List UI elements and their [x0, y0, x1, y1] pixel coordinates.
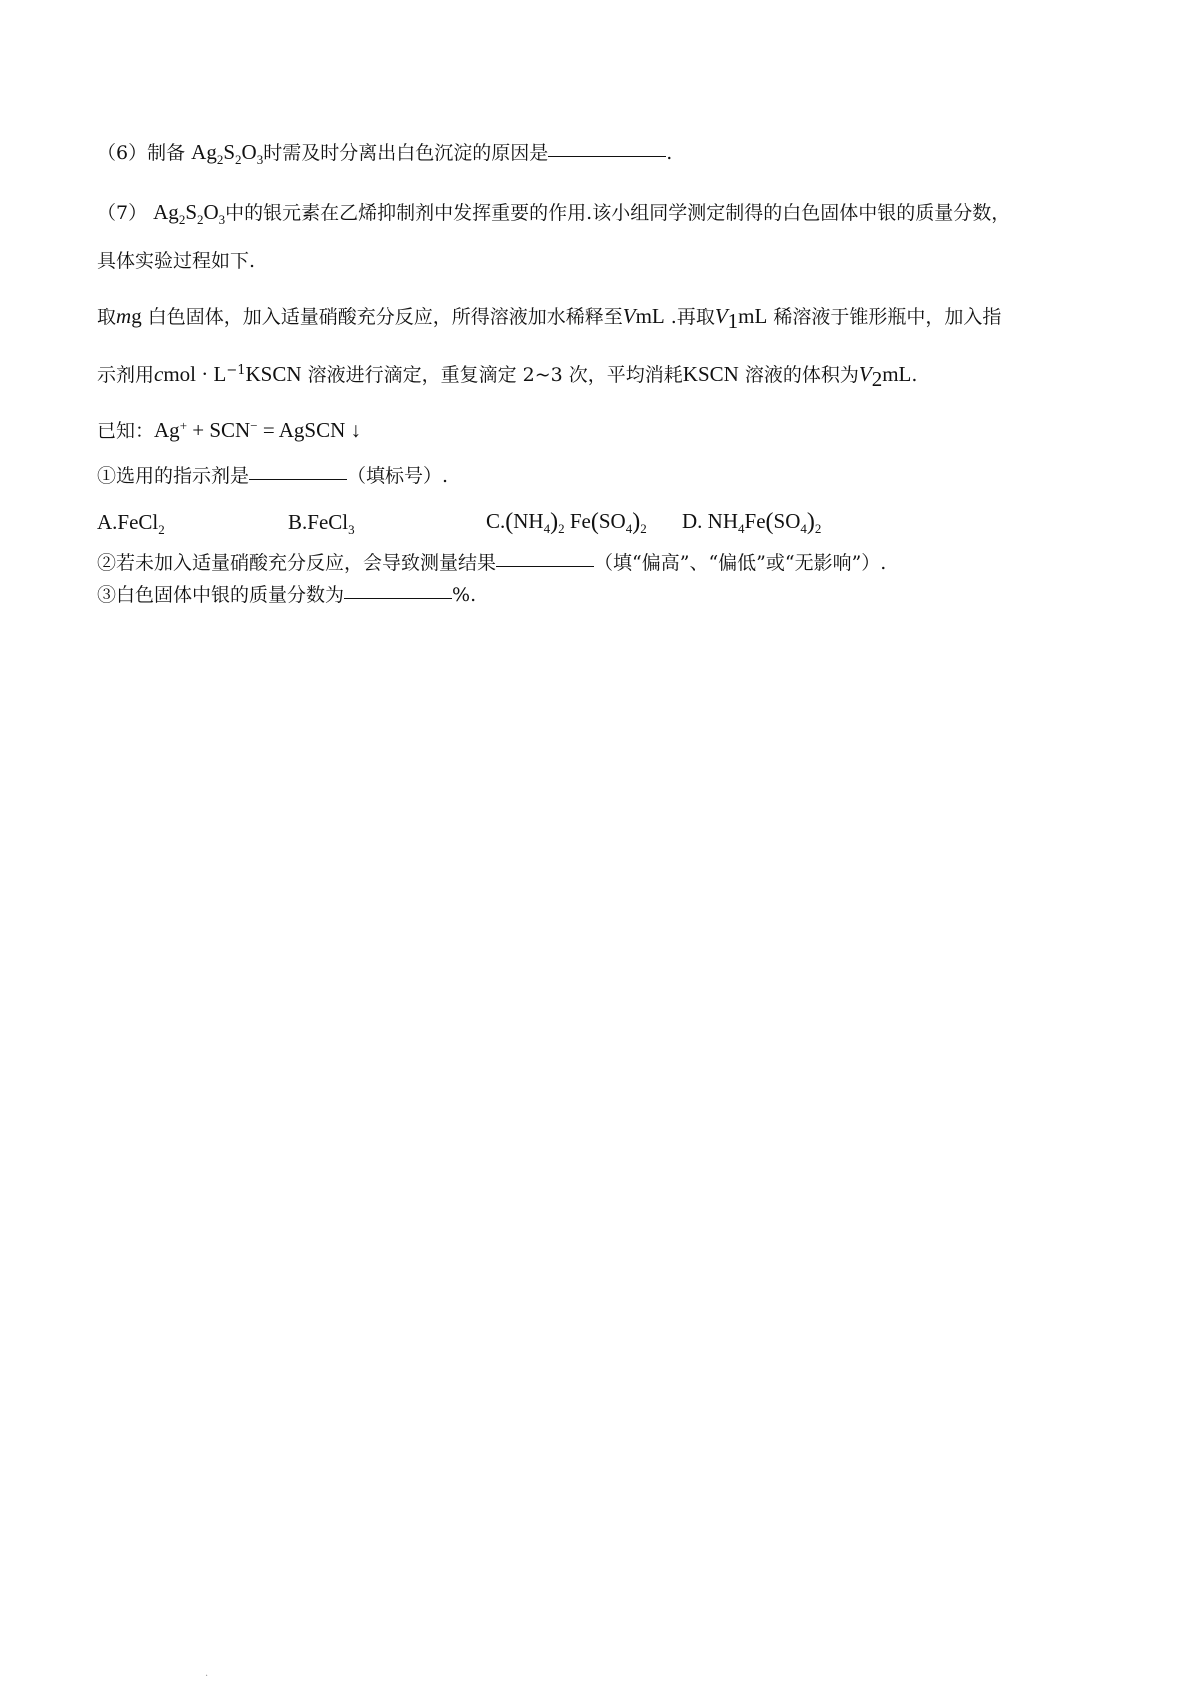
option-b[interactable]: B.FeCl$_3$ [288, 510, 355, 537]
procedure-line-1: 取mg 白色固体，加入适量硝酸充分反应，所得溶液加水稀释至VmL .再取$V_1mL$ 稀溶液于锥形瓶中，加入指 [97, 304, 1002, 333]
question-7-line-2: 具体实验过程如下. [97, 250, 256, 272]
sub-question-3: ③白色固体中银的质量分数为 %. [97, 584, 477, 606]
formula-ag2s2o3: $Ag_2S_2O_3$ [191, 140, 264, 167]
answer-blank-2[interactable] [496, 565, 594, 567]
sub-question-1: ①选用的指示剂是 （填标号）. [97, 465, 449, 487]
option-d[interactable]: D. $NH_4Fe(SO_4)_2$ [682, 509, 822, 536]
down-arrow-icon: ↓ [350, 418, 362, 442]
option-c[interactable]: $C.(NH_4)_2$ $Fe(SO_4)_2$ [486, 509, 647, 536]
reaction-equation: Ag+ + SCN− = AgSCN ↓ [154, 418, 362, 442]
procedure-line-2: 示剂用cmol · $L^{-1}KSCN$ 溶液进行滴定，重复滴定 2~3 次，平均消耗KSCN 溶液的体积为$V_2mL$. [97, 362, 918, 391]
mass-m: m [116, 304, 132, 328]
question-6-number: （6） [97, 142, 148, 164]
option-a[interactable]: A.FeCl$_2$ [97, 510, 165, 537]
sub-question-2: ②若未加入适量硝酸充分反应，会导致测量结果 （填“偏高”、“偏低”或“无影响”）. [97, 552, 887, 574]
known-equation: 已知：Ag+ + SCN− = AgSCN ↓ [97, 418, 362, 442]
answer-blank-1[interactable] [249, 478, 347, 480]
footer-mark: . [205, 1668, 209, 1679]
formula-ag2s2o3: $Ag_2S_2O_3$ [153, 200, 226, 227]
question-6-text-2: 时需及时分离出白色沉淀的原因是 [263, 142, 549, 164]
question-7 [97, 200, 1010, 225]
answer-blank-3[interactable] [344, 597, 452, 599]
question-6: （6）制备 $Ag_2S_2O_3$时需及时分离出白色沉淀的原因是 . [97, 140, 673, 167]
question-6-text-1: 制备 [147, 142, 186, 164]
question-7-number: （7） [97, 202, 148, 224]
answer-blank-q6[interactable] [548, 155, 666, 157]
question-7-text-1: 中的银元素在乙烯抑制剂中发挥重要的作用.该小组同学测定制得的白色固体中银的质量分数， [225, 202, 1011, 224]
